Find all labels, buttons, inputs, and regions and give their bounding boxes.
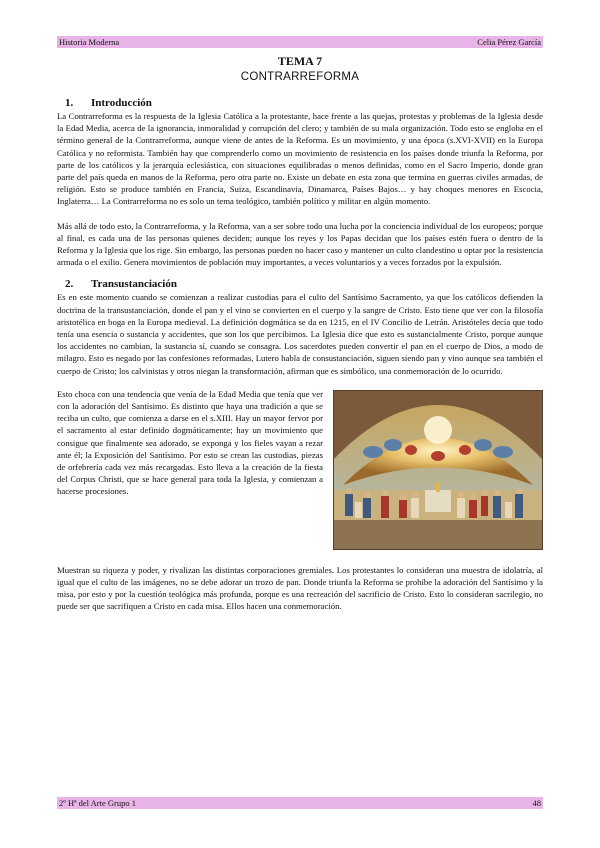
section-number: 1.	[65, 97, 74, 109]
footer-group: 2º Hª del Arte Grupo 1	[59, 798, 136, 808]
paragraph: Muestran su riqueza y poder, y rivalizan las distintas corporaciones gremiales. Los protestantes lo consideran una muestra de idolatría, al igual que el culto de las imágenes, no se debe adorar un trozo de pan. Donde triunfa la Reforma se prohíbe la adoración del Santísimo y la misa, por esto y por la cuestión teológica más profunda, porque es una recreación del sacrificio de Cristo. Esto lo consideran sacrilegio, no puede ser que sacrifiquen a Cristo en cada misa. Ellos hacen una conmemoración.	[57, 564, 543, 612]
page-footer	[57, 797, 543, 809]
tema-title: TEMA 7	[277, 54, 323, 68]
fresco-image	[333, 390, 543, 550]
header-author: Celia Pérez García	[477, 37, 541, 47]
section-title: Introducción	[91, 97, 152, 109]
section-heading-2	[57, 278, 543, 291]
paragraph: La Contrarreforma es la respuesta de la Iglesia Católica a la protestante, hace frente a las quejas, protestas y problemas de la Iglesia desde la Edad Media, acerca de la ignorancia, inmoralidad y corrupción del clero; y también de su mala organización. Todo esto se engloba en el término general de la Contrarreforma, aunque viene de antes de la Reforma. Es un movimiento, y una época (s.XVI-XVII) en la Europa Católica y no reformista. También hay que comprenderlo como un movimiento de resistencia en los países donde triunfa la Reforma, por parte de los católicos y la jerarquía eclesiástica, con situaciones equilibradas o menos definidas, como en el Sacro Imperio, donde gran parte del país queda en manos de la Reforma, pero otra parte no. Existe un debate en esta zona que termina en guerras civiles armadas, de religión. Esto se produce también en Francia, Suiza, Escandinavia, Dinamarca, Países Bajos… y hay choques menores en Escocia, Inglaterra… La Contrarreforma no es solo un tema teológico, también político y militar en algún momento.	[57, 111, 543, 207]
tema-subtitle: CONTRARREFORMA	[240, 71, 360, 83]
text-with-figure	[57, 388, 543, 560]
document-body	[57, 54, 543, 613]
paragraph: Esto choca con una tendencia que venía de la Edad Media que tenía que ver con la adoración del Santísimo. Es distinto que haya una tradición a que se reciba un culto, que comienza a darse en el s.XIII. Hay un mayor fervor por el sacramento al estar definido dogmáticamente; hay un movimiento que consigue que finalmente sea adorado, se exponga y los fieles vayan a rezar ante él; la Exposición del Santísimo. Por esto se crean las custodias, piezas de orfebrería cada vez más recargadas. Esto lleva a la creación de la fiesta del Corpus Christi, que se hace general para toda la Iglesia, y comienzan a hacerse procesiones.	[57, 388, 323, 497]
section-heading-1	[57, 97, 543, 110]
paragraph: Más allá de todo esto, la Contrarreforma, y la Reforma, van a ser sobre todo una lucha por la conciencia individual de los europeos; porque al final, es cada una de las personas quienes deciden; aunque los reyes y los Papas decidan que los países estén fuera o dentro de la Reforma y la Iglesia que los rige. Sin embargo, las personas pueden no hacer caso y mantener un culto clandestino u optar por la resistencia armada o el exilio. Genera movimientos de población muy importantes, a veces voluntarios y a veces forzados por la expulsión.	[57, 220, 543, 268]
header-course: Historia Moderna	[59, 37, 120, 47]
section-number: 2.	[65, 278, 74, 291]
paragraph: Es en este momento cuando se comienzan a realizar custodias para el culto del Santísimo Sacramento, ya que los católicos defienden la doctrina de la transustanciación, donde el pan y el vino se convierten en el cuerpo y la sangre de Cristo. Esto tiene que ver con la filosofía aristotélica en boga en la Europa medieval. La definición dogmática se da en 1215, en el IV Concilio de Letrán. Aristóteles decía que todo tenía una esencia o sustancia y accidentes, que son los que percibimos. La Iglesia dice que esto es sustancialmente Cristo, porque aunque los accidentes no cambian, la sustancia sí, cuando se consagra. Los sacerdotes pueden convertir el pan en el cuerpo de Dios, a modo de milagro. Esto es negado por las confesiones reformadas, Lutero habla de consustanciación, siguen siendo pan y vino aunque sea también el cuerpo de Cristo; los calvinistas y otros niegan la transformación, afirman que es simbólico, una conmemoración de lo ocurrido.	[57, 292, 543, 376]
page-header	[57, 36, 543, 48]
page-number: 48	[532, 798, 541, 808]
section-title: Transustanciación	[91, 278, 177, 291]
